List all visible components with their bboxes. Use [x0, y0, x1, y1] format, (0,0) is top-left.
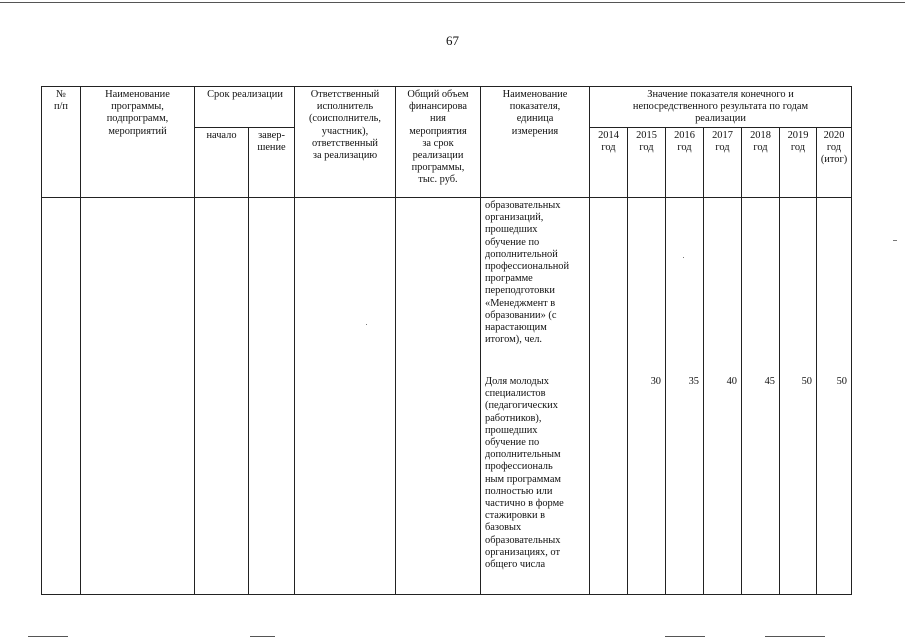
- value-2017: 40: [726, 376, 737, 387]
- header-indicator: Наименование показателя, единица измерения: [502, 89, 568, 137]
- header-program-name: Наименование программы, подпрограмм, мероприятий: [105, 89, 170, 137]
- scan-speck: [893, 240, 897, 241]
- value-2016: 35: [688, 376, 699, 387]
- scan-speck: [366, 324, 367, 325]
- header-year-2017: 2017 год: [712, 130, 733, 154]
- value-2020: 50: [836, 376, 847, 387]
- header-number: № п/п: [53, 89, 68, 113]
- indicator-text-1: образовательных организаций, прошедших обучение по дополнительной профессиональной программе переподготовки «Менеджмент в образовании» (с нарастающим итогом), чел.: [485, 200, 570, 346]
- header-end: завер- шение: [257, 130, 286, 154]
- bottom-scan-edge-left: [28, 636, 68, 637]
- scan-speck: [683, 257, 684, 258]
- header-funding: Общий объем финансирова ния мероприятия за срок реализации программы, тыс. руб.: [407, 89, 469, 186]
- header-year-2014: 2014 год: [598, 130, 619, 154]
- header-year-2019: 2019 год: [787, 130, 809, 154]
- bottom-scan-edge-right: [665, 636, 705, 637]
- header-period: Срок реализации: [207, 89, 283, 100]
- page-number: 67: [446, 33, 459, 48]
- bottom-scan-edge-mid: [250, 636, 275, 637]
- top-scan-edge: [0, 2, 905, 3]
- value-2018: 45: [764, 376, 775, 387]
- header-year-2015: 2015 год: [636, 130, 657, 154]
- header-responsible: Ответственный исполнитель (соисполнитель, участник), ответственный за реализацию: [308, 89, 382, 162]
- header-year-2018: 2018 год: [750, 130, 771, 154]
- header-year-2016: 2016 год: [674, 130, 695, 154]
- header-values: Значение показателя конечного и непосредственного результата по годам реализации: [632, 89, 809, 125]
- value-2019: 50: [801, 376, 812, 387]
- value-2015: 30: [650, 376, 661, 387]
- bottom-scan-edge-far: [765, 636, 825, 637]
- indicator-text-2: Доля молодых специалистов (педагогических работников), прошедших обучение по дополнительным профессиональ ным программам полностью или частично в форме стажировки в базовых образовательных организациях, от общего числа: [485, 376, 564, 571]
- header-year-2020: 2020 год (итог): [820, 130, 848, 166]
- header-start: начало: [206, 130, 237, 141]
